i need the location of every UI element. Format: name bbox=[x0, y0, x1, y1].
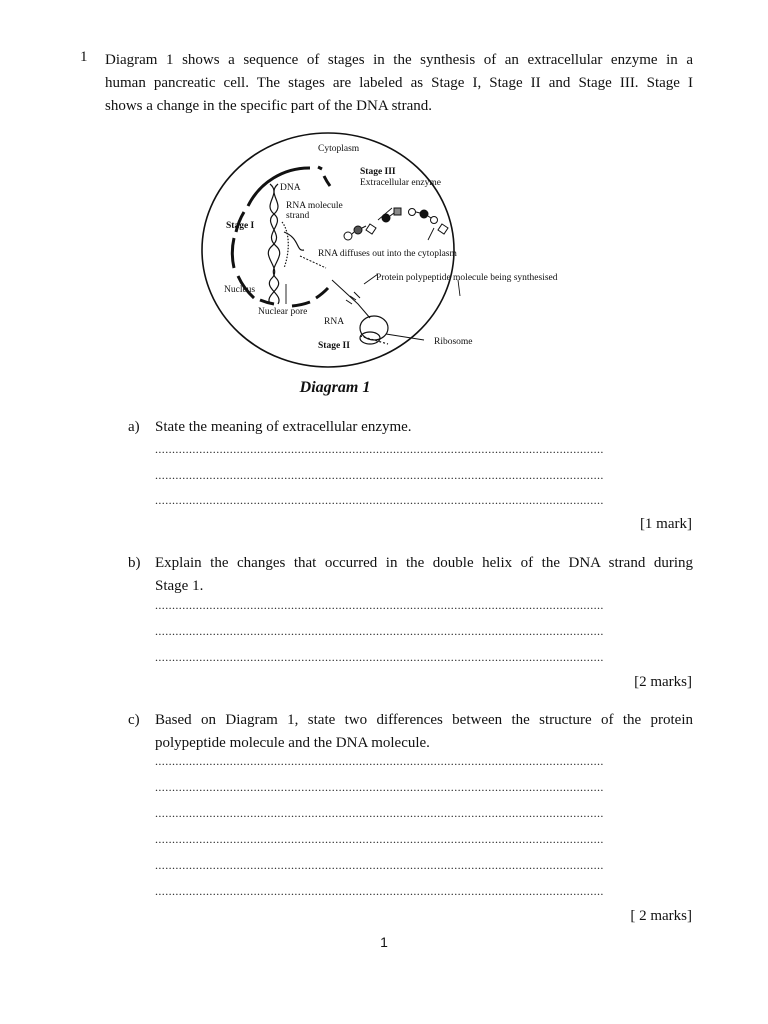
question-intro bbox=[105, 49, 693, 118]
part-a-line: State the meaning of extracellular enzyme. bbox=[155, 419, 412, 435]
label-ribosome: Ribosome bbox=[434, 337, 473, 347]
question-number: 1 bbox=[80, 49, 88, 65]
ribosome-shape bbox=[360, 316, 388, 344]
label-rna-molecule: RNA molecule bbox=[286, 201, 343, 211]
label-rna-strand: strand bbox=[286, 211, 310, 221]
label-stage2: Stage II bbox=[318, 341, 350, 351]
part-b-label: b) bbox=[128, 555, 141, 571]
part-a-label: a) bbox=[128, 419, 140, 435]
label-rna: RNA bbox=[324, 317, 345, 327]
protein-synthesis-diagram bbox=[200, 128, 590, 390]
part-a bbox=[128, 416, 693, 439]
part-b-line: Stage 1. bbox=[155, 578, 204, 594]
part-b bbox=[128, 552, 693, 598]
label-protein-polypeptide: Protein polypeptide molecule being synthesised bbox=[376, 273, 558, 283]
label-dna: DNA bbox=[280, 183, 301, 193]
answer-line[interactable]: .................................................................................................................................... bbox=[155, 782, 604, 792]
answer-line[interactable]: .................................................................................................................................... bbox=[155, 834, 604, 844]
part-c bbox=[128, 709, 693, 755]
label-rna-diffuses: RNA diffuses out into the cytoplasm bbox=[318, 249, 457, 259]
part-c-marks: [ 2 marks] bbox=[630, 908, 692, 924]
part-c-label: c) bbox=[128, 712, 140, 728]
answer-line[interactable]: .................................................................................................................................... bbox=[155, 444, 604, 454]
answer-line[interactable]: .................................................................................................................................... bbox=[155, 495, 604, 505]
part-c-line: polypeptide molecule and the DNA molecule. bbox=[155, 735, 430, 751]
answer-line[interactable]: .................................................................................................................................... bbox=[155, 652, 604, 662]
intro-line: Diagram 1 shows a sequence of stages in the synthesis of an extracellular enzyme in a bbox=[105, 52, 693, 68]
intro-line: shows a change in the specific part of the DNA strand. bbox=[105, 98, 432, 114]
rna-strand bbox=[300, 256, 370, 318]
label-extracellular-enzyme: Extracellular enzyme bbox=[360, 178, 441, 188]
label-stage3: Stage III bbox=[360, 167, 396, 177]
answer-line[interactable]: .................................................................................................................................... bbox=[155, 756, 604, 766]
answer-line[interactable]: .................................................................................................................................... bbox=[155, 470, 604, 480]
label-nucleus: Nucleus bbox=[224, 285, 256, 295]
label-stage1: Stage I bbox=[226, 221, 255, 231]
part-c-line: Based on Diagram 1, state two differences between the structure of the protein bbox=[155, 712, 693, 728]
answer-line[interactable]: .................................................................................................................................... bbox=[155, 808, 604, 818]
diagram-caption: Diagram 1 bbox=[299, 379, 371, 396]
polypeptide-chain bbox=[344, 208, 448, 240]
part-a-question bbox=[155, 416, 693, 439]
answer-line[interactable]: .................................................................................................................................... bbox=[155, 600, 604, 610]
intro-line: human pancreatic cell. The stages are labeled as Stage I, Stage II and Stage III. Stage I bbox=[105, 75, 693, 91]
answer-line[interactable]: .................................................................................................................................... bbox=[155, 626, 604, 636]
part-a-marks: [1 mark] bbox=[639, 516, 692, 532]
label-nuclear-pore: Nuclear pore bbox=[258, 307, 308, 317]
answer-line[interactable]: .................................................................................................................................... bbox=[155, 860, 604, 870]
part-c-question bbox=[155, 709, 693, 755]
part-b-line: Explain the changes that occurred in the double helix of the DNA strand during bbox=[155, 555, 693, 571]
part-b-question bbox=[155, 552, 693, 598]
label-cytoplasm: Cytoplasm bbox=[318, 144, 360, 154]
answer-line[interactable]: .................................................................................................................................... bbox=[155, 886, 604, 896]
part-b-marks: [2 marks] bbox=[634, 674, 692, 690]
page-number: 1 bbox=[380, 934, 388, 950]
